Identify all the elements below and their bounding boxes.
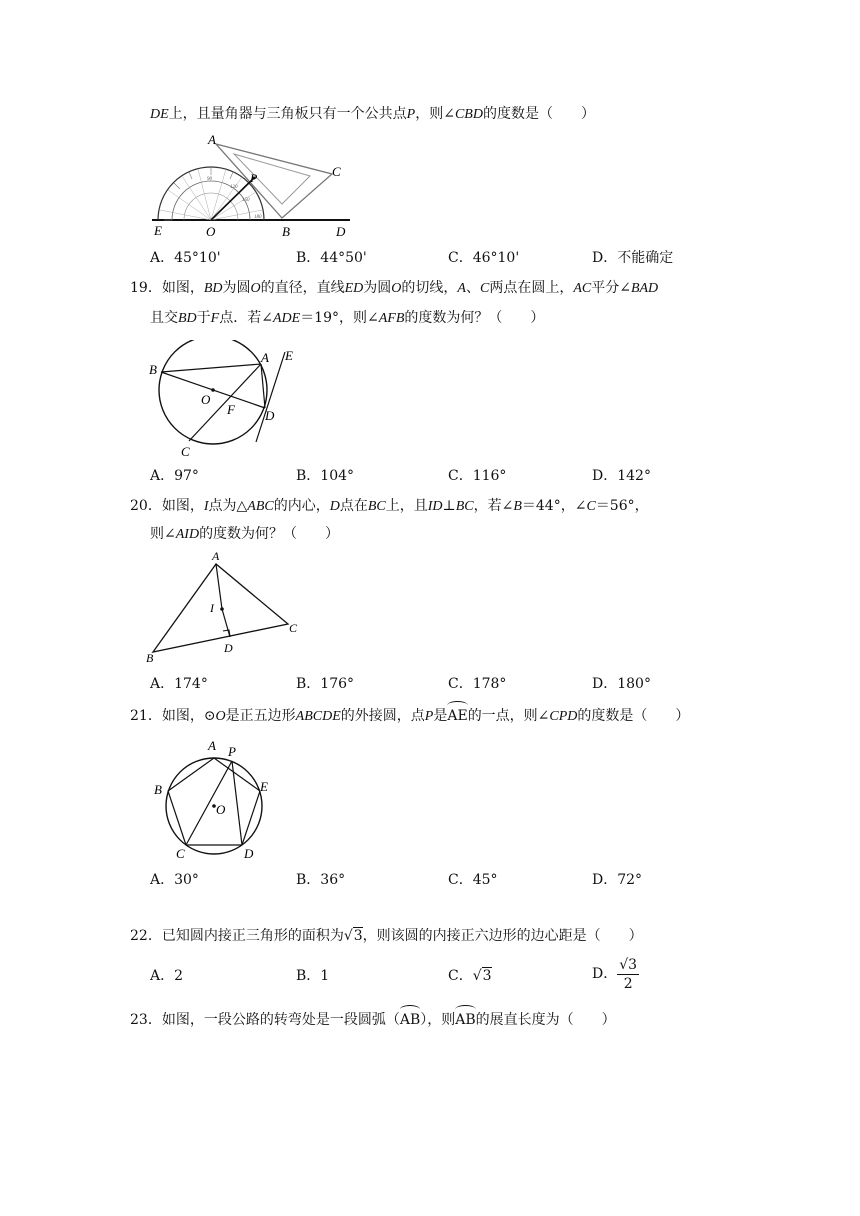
q21-arc-ae: AE xyxy=(447,708,468,724)
q21-figure xyxy=(150,736,280,862)
q18-text-line xyxy=(150,104,595,125)
q22-option-a: A．2 xyxy=(150,968,184,984)
q20-u2: AID xyxy=(175,527,200,542)
q19-t10: A xyxy=(457,281,466,296)
q20-label-d: D xyxy=(224,641,233,655)
q19-t9: 的切线， xyxy=(401,280,458,296)
q19-t7: 为圆 xyxy=(363,280,392,296)
q21-t10: 的度数是（ ） xyxy=(577,708,690,724)
q18-tick-150: 150 xyxy=(242,198,250,203)
q18-pre: 上，且量角器与三角板只有一个公共点 xyxy=(168,106,407,122)
q20-text-line-1 xyxy=(130,496,649,517)
q19-u9: 的度数为何？（ ） xyxy=(404,310,545,326)
q18-figure xyxy=(150,130,360,242)
q22-option-d-num-rad: 3 xyxy=(628,956,638,973)
q23-t1: 23．如图，一段公路的转弯处是一段圆弧（ xyxy=(130,1012,400,1028)
q20-t2: I xyxy=(203,499,209,514)
q21-t1: 21．如图，⊙ xyxy=(130,708,216,724)
q22-sqrt: √3 xyxy=(343,928,363,944)
q19-text-line-1 xyxy=(130,278,658,299)
q20-t8: BC xyxy=(367,499,386,514)
q22-option-d-label: D． xyxy=(592,966,618,982)
q20-t1: 20．如图， xyxy=(130,498,204,514)
q19-u2: BD xyxy=(178,311,197,326)
q19-u8: AFB xyxy=(378,311,405,326)
q19-t1: 19．如图， xyxy=(130,280,204,296)
q19-t2: BD xyxy=(203,281,223,296)
q21-t8: 的一点，则∠ xyxy=(467,708,550,724)
q23-t3: 的展直长度为（ ） xyxy=(475,1012,616,1028)
q19-label-o: O xyxy=(201,392,211,407)
q20-t17: ＝56°， xyxy=(595,498,649,514)
q22-option-d-den: 2 xyxy=(623,975,633,992)
q19-t5: 的直径，直线 xyxy=(260,280,345,296)
q20-u3: 的度数为何？（ ） xyxy=(199,526,340,542)
q19-option-c: C．116° xyxy=(448,468,507,484)
q22-option-c-sqrt: √3 xyxy=(472,968,492,984)
q21-option-c: C．45° xyxy=(448,872,498,888)
q18-post: 的度数是（ ） xyxy=(482,106,595,122)
q20-t4: ABC xyxy=(247,499,274,514)
q21-label-b: B xyxy=(154,782,162,797)
q18-option-b: B．44°50' xyxy=(296,250,367,266)
q22-text-line-1 xyxy=(130,926,643,946)
q21-option-b: B．36° xyxy=(296,872,346,888)
q19-label-f: F xyxy=(227,402,235,417)
q21-t4: ABCDE xyxy=(295,709,341,724)
q18-tick-120: 120 xyxy=(230,185,238,190)
q20-t12: BC xyxy=(455,499,474,514)
q19-option-b: B．104° xyxy=(296,468,355,484)
q18-p: P xyxy=(406,107,416,122)
q19-u5: 点．若∠ xyxy=(219,310,273,326)
q21-t9: CPD xyxy=(549,709,578,724)
q23-arc-ab-1: AB xyxy=(399,1012,421,1028)
q20-u1: 则∠ xyxy=(150,526,176,542)
q23-text-line-1 xyxy=(130,1010,616,1030)
q20-t13: ，若∠ xyxy=(473,498,514,514)
q20-label-b: B xyxy=(146,651,154,665)
q19-u3: 于 xyxy=(196,310,211,326)
q20-t14: B xyxy=(513,499,522,514)
q21-option-a: A．30° xyxy=(150,872,199,888)
q18-label-b: B xyxy=(282,224,290,239)
q21-t7: 是 xyxy=(433,708,448,724)
q21-t3: 是正五边形 xyxy=(225,708,296,724)
q19-figure xyxy=(145,340,315,465)
q18-label-a: A xyxy=(208,132,216,147)
q21-label-p: P xyxy=(228,744,236,759)
q19-label-b: B xyxy=(149,362,157,377)
q18-label-p: P xyxy=(250,171,258,185)
q21-t5: 的外接圆，点 xyxy=(340,708,425,724)
q20-t6: D xyxy=(329,499,340,514)
q21-label-c: C xyxy=(176,846,185,861)
q22-t1: 22．已知圆内接正三角形的面积为 xyxy=(130,928,344,944)
q20-figure xyxy=(140,548,310,668)
q22-option-d-num: √3 xyxy=(619,956,638,973)
q23-t2: ），则 xyxy=(420,1012,456,1028)
q20-label-i: I xyxy=(210,601,214,615)
q18-label-o: O xyxy=(206,224,216,239)
q19-text-line-2 xyxy=(150,308,544,329)
q19-t4: O xyxy=(250,281,261,296)
q21-label-e: E xyxy=(260,779,268,794)
q20-option-b: B．176° xyxy=(296,676,355,692)
q19-u4: F xyxy=(210,311,220,326)
q19-t13: 两点在圆上， xyxy=(489,280,574,296)
q20-t10: ID xyxy=(427,499,443,514)
q21-t2: O xyxy=(215,709,226,724)
q20-text-line-2 xyxy=(150,524,339,545)
q18-option-d: D．不能确定 xyxy=(592,250,674,266)
q19-t3: 为圆 xyxy=(222,280,251,296)
q18-label-d: D xyxy=(336,224,346,239)
q19-t14: AC xyxy=(573,281,592,296)
q19-t11: 、 xyxy=(465,280,480,296)
q22-option-c xyxy=(448,966,492,986)
q19-label-d: D xyxy=(265,408,275,423)
q20-option-d: D．180° xyxy=(592,676,651,692)
q20-t11: ⊥ xyxy=(442,498,456,514)
q20-option-c: C．178° xyxy=(448,676,507,692)
q19-u1: 且交 xyxy=(150,310,178,326)
q20-t9: 上，且 xyxy=(385,498,428,514)
q20-label-a: A xyxy=(212,549,220,563)
q21-label-d: D xyxy=(244,846,254,861)
q19-t8: O xyxy=(391,281,402,296)
q19-u6: ADE xyxy=(272,311,301,326)
q20-t3: 点为△ xyxy=(208,498,248,514)
q21-text-line-1 xyxy=(130,706,689,727)
q19-t15: 平分∠ xyxy=(591,280,631,296)
q22-t2: ，则该圆的内接正六边形的边心距是（ ） xyxy=(362,928,643,944)
q20-t7: 点在 xyxy=(339,498,368,514)
q22-sqrt-rad: 3 xyxy=(353,928,363,944)
q19-t6: ED xyxy=(344,281,364,296)
q19-t12: C xyxy=(479,281,490,296)
q19-label-c: C xyxy=(181,444,190,459)
q18-label-e: E xyxy=(154,223,162,238)
q18-tick-90: 90 xyxy=(207,177,212,182)
q21-option-d: D．72° xyxy=(592,872,643,888)
q21-label-a: A xyxy=(208,738,216,753)
q18-option-a: A．45°10' xyxy=(150,250,221,266)
q20-t16: C xyxy=(586,499,596,514)
q20-t15: ＝44°，∠ xyxy=(521,498,587,514)
q19-label-e: E xyxy=(285,348,293,363)
q22-option-c-label: C． xyxy=(448,968,473,984)
q22-option-b: B．1 xyxy=(296,968,330,984)
q20-t5: 的内心， xyxy=(273,498,330,514)
q19-option-a: A．97° xyxy=(150,468,199,484)
q22-option-d-frac xyxy=(617,956,639,993)
q19-option-d: D．142° xyxy=(592,468,651,484)
q18-option-c: C．46°10' xyxy=(448,250,520,266)
q20-label-c: C xyxy=(289,621,298,635)
q18-label-c: C xyxy=(332,164,341,179)
q22-option-c-rad: 3 xyxy=(482,968,492,984)
q19-u7: ＝19°，则∠ xyxy=(300,310,379,326)
q18-de: DE xyxy=(150,107,169,122)
q23-arc-ab-2: AB xyxy=(455,1012,476,1028)
q21-t6: P xyxy=(424,709,434,724)
q19-label-a: A xyxy=(261,350,269,365)
q18-cbd: CBD xyxy=(454,107,483,122)
q19-t16: BAD xyxy=(630,281,659,296)
q18-mid: ，则∠ xyxy=(415,106,455,122)
q22-option-d xyxy=(592,954,639,994)
q20-option-a: A．174° xyxy=(150,676,208,692)
q18-tick-180: 180 xyxy=(254,215,262,220)
q21-label-o: O xyxy=(216,802,226,817)
